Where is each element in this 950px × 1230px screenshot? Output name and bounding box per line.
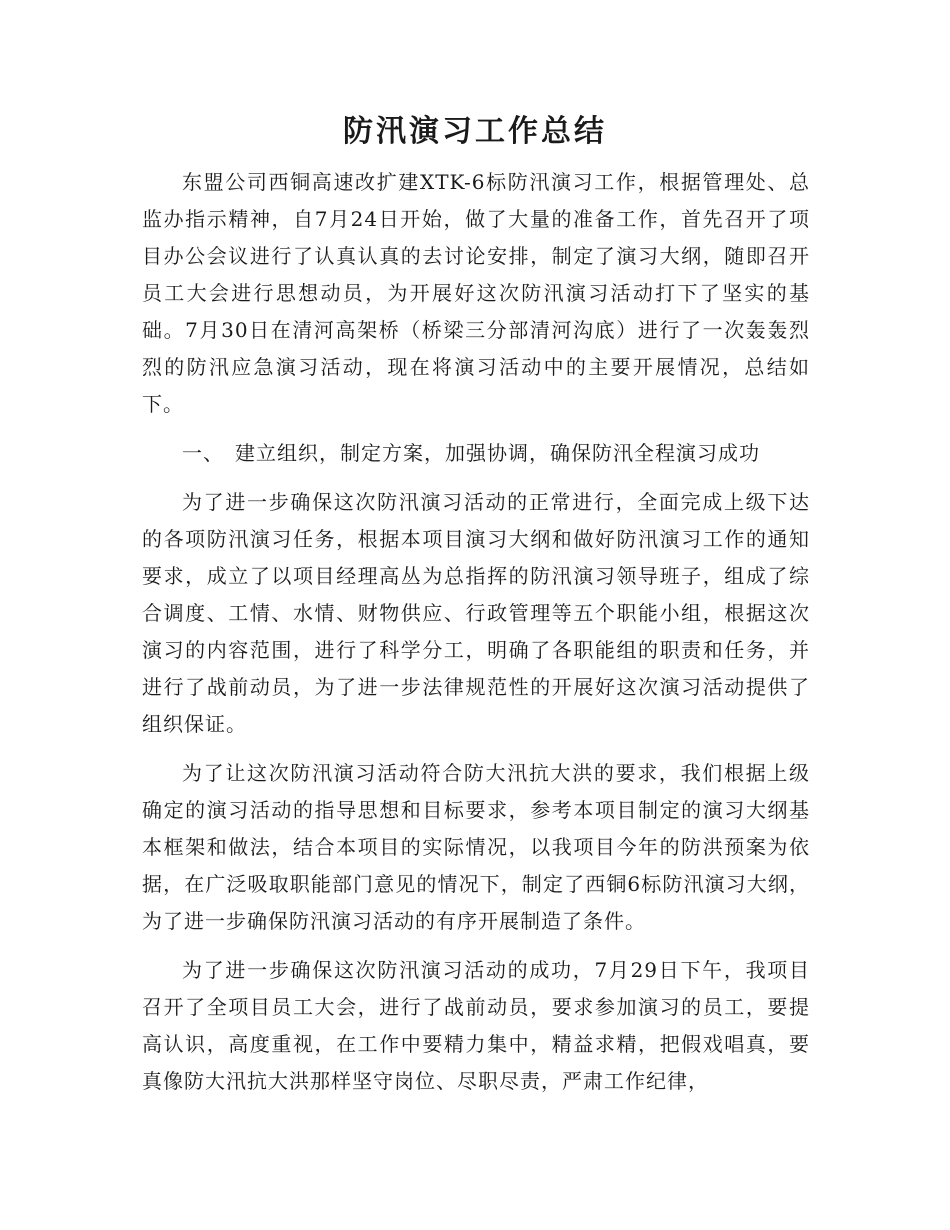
body-paragraph-mobilization: 为了进一步确保这次防汛演习活动的成功，7月29日下午，我项目召开了全项目员工大会，进行了战前动员，要求参加演习的员工，要提高认识，高度重视，在工作中要精力集中，精益求精，把假戏唱真，要真像防大汛抗大洪那样坚守岗位、尽职尽责，严肃工作纪律， [142, 958, 810, 1093]
document-title: 防汛演习工作总结 [343, 114, 607, 149]
body-paragraph-organization: 为了进一步确保这次防汛演习活动的正常进行，全面完成上级下达的各项防汛演习任务，根据本项目演习大纲和做好防汛演习工作的通知要求，成立了以项目经理高丛为总指挥的防汛演习领导班子，组成了综合调度、工情、水情、财物供应、行政管理等五个职能小组，根据这次演习的内容范围，进行了科学分工，明确了各职能组的职责和任务，并进行了战前动员，为了进一步法律规范性的开展好这次演习活动提供了组织保证。 [142, 490, 810, 736]
body-paragraph-plan: 为了让这次防汛演习活动符合防大汛抗大洪的要求，我们根据上级确定的演习活动的指导思想和目标要求，参考本项目制定的演习大纲基本框架和做法，结合本项目的实际情况，以我项目今年的防洪预案为依据，在广泛吸取职能部门意见的情况下，制定了西铜6标防汛演习大纲，为了进一步确保防汛演习活动的有序开展制造了条件。 [142, 761, 810, 933]
document-body [142, 164, 810, 1100]
intro-paragraph: 东盟公司西铜高速改扩建XTK-6标防汛演习工作，根据管理处、总监办指示精神，自7月24日开始，做了大量的准备工作，首先召开了项目办公会议进行了认真认真的去讨论安排，制定了演习大纲，随即召开员工大会进行思想动员，为开展好这次防汛演习活动打下了坚实的基础。7月30日在清河高架桥（桥梁三分部清河沟底）进行了一次轰轰烈烈的防汛应急演习活动，现在将演习活动中的主要开展情况，总结如下。 [142, 170, 810, 416]
section-heading-1: 一、 建立组织，制定方案，加强协调，确保防汛全程演习成功 [182, 441, 760, 465]
